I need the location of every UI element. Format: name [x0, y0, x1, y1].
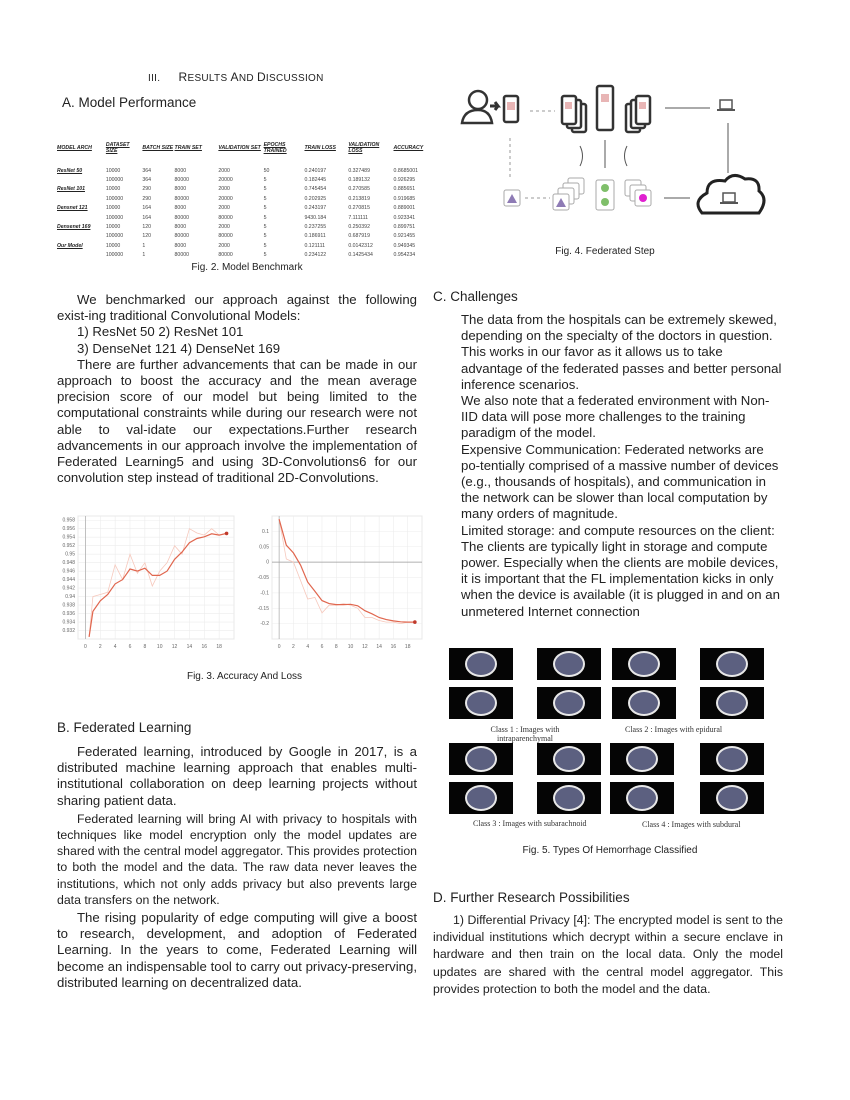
table-row: [57, 204, 437, 213]
ct-scan-image: [449, 648, 513, 680]
table-cell: 0.919685: [393, 195, 416, 202]
class-4-label: Class 4 : Images with subdural: [642, 820, 741, 829]
table-cell: 8000: [174, 186, 187, 193]
model-name-cell: [57, 175, 106, 184]
table-cell: 100000: [105, 177, 124, 184]
list-item: 3) DenseNet 121 4) DenseNet 169: [77, 340, 281, 356]
fig4-caption: Fig. 4. Federated Step: [555, 246, 655, 257]
table-cell: 0.889001: [393, 205, 416, 212]
list-item: 1) ResNet 50 2) ResNet 101: [77, 324, 244, 340]
column-header: DATASET SIZE: [105, 142, 130, 154]
model-name-cell: Densenet 169: [57, 224, 91, 231]
column-header: BATCH SIZE: [142, 145, 174, 151]
table-cell: 80000: [174, 233, 189, 240]
table-cell: 1: [142, 252, 146, 259]
table-cell: 364: [142, 177, 152, 184]
x-tick-label: 8: [334, 644, 338, 650]
ct-scan-image: [612, 687, 676, 719]
table-cell: 0.243197: [304, 205, 327, 212]
table-cell: 2000: [218, 205, 230, 212]
table-cell: 10000: [105, 224, 121, 231]
table-cell: 2000: [218, 224, 230, 231]
class-2-label: Class 2 : Images with epidural: [625, 725, 723, 734]
x-tick-label: 8: [143, 644, 147, 650]
table-cell: 80000: [174, 214, 189, 221]
y-tick-label: 0.932: [62, 628, 75, 635]
challenges-text: [461, 312, 783, 620]
table-cell: 80000: [218, 252, 233, 259]
y-tick-label: -0.15: [257, 605, 269, 612]
subsection-a-heading: A. Model Performance: [62, 95, 197, 110]
accuracy-chart: [58, 512, 240, 657]
table-cell: 290: [142, 186, 152, 193]
paragraph: Limited storage: and compute resources on the client: The clients are typically light in storage and compute power. Especially when the clients are mobile devices, it is important that the FL implementation kicks in only when the device is available (it is plugged in and on an unmetered Internet connection: [461, 522, 780, 619]
table-cell: 120: [142, 224, 152, 231]
table-row: [57, 251, 437, 260]
y-tick-label: 0.956: [62, 526, 75, 533]
table-cell: 5: [263, 186, 267, 193]
table-cell: 10000: [105, 205, 121, 212]
x-tick-label: 2: [292, 644, 295, 650]
table-cell: 100000: [105, 214, 124, 221]
y-tick-label: 0.944: [62, 577, 75, 584]
laptop-icon: [717, 100, 735, 111]
ct-scan-image: [612, 648, 676, 680]
table-cell: 5: [263, 205, 267, 212]
further-research-text: [433, 912, 783, 998]
table-cell: 5: [263, 195, 267, 202]
table-cell: 5: [263, 177, 267, 184]
table-cell: 10000: [105, 186, 121, 193]
table-cell: 5: [263, 242, 267, 249]
table-cell: 80000: [174, 195, 189, 202]
table-cell: 0.237255: [304, 224, 327, 231]
model-name-cell: Our Model: [57, 242, 83, 249]
table-cell: 5: [263, 233, 267, 240]
phone-icon: [504, 96, 518, 122]
title-part: A: [230, 70, 239, 84]
arrow-icon: [490, 102, 498, 110]
section-heading: [148, 70, 324, 84]
table-cell: 5: [263, 252, 267, 259]
table-row: [57, 232, 437, 241]
paragraph: We benchmarked our approach against the following exist-ing traditional Convolutional Models:: [57, 292, 417, 324]
table-cell: 100000: [105, 252, 124, 259]
x-tick-label: 18: [404, 644, 411, 650]
ct-scan-image: [537, 648, 601, 680]
table-cell: 8000: [174, 205, 187, 212]
paragraph: 1) Differential Privacy [4]: The encrypted model is sent to the individual institutions which decrypt within a secure enclave in hardware and then train on the local data. Only the model updates are shared with the central model aggregator. This provides protection to both the model and the data.: [433, 913, 783, 996]
column-header: MODEL ARCH: [57, 145, 92, 151]
table-cell: 8000: [174, 167, 187, 174]
table-row: [57, 194, 437, 203]
y-tick-label: 0.948: [62, 560, 75, 567]
y-tick-label: 0.936: [62, 611, 75, 618]
subsection-b-heading: B. Federated Learning: [57, 720, 192, 735]
ct-scan-image: [610, 782, 674, 814]
ct-scan-image: [537, 743, 601, 775]
model-name-cell: Densnet 121: [57, 205, 88, 212]
x-tick-label: 14: [376, 644, 382, 650]
class-1-label: Class 1 : Images with intraparenchymal: [490, 725, 560, 743]
table-cell: 0.240197: [304, 167, 327, 174]
table-cell: 2000: [218, 167, 230, 174]
x-tick-label: 10: [156, 644, 163, 650]
ct-scan-image: [610, 743, 674, 775]
paragraph: The data from the hospitals can be extremely skewed, depending on the specialty of the doctors in question. This works in our favor as it allows us to take advantage of the federated passes and better personal inference scenarios.: [461, 312, 782, 392]
x-tick-label: 14: [186, 644, 193, 650]
ct-scan-image: [449, 782, 513, 814]
model-update-icons: [504, 178, 651, 210]
y-tick-label: 0.934: [62, 619, 75, 626]
table-cell: 0.327489: [348, 167, 370, 174]
phone-group-icon: [562, 86, 650, 132]
fig5-caption: Fig. 5. Types Of Hemorrhage Classified: [522, 845, 698, 856]
title-part: R: [178, 70, 188, 84]
table-cell: 0.0142312: [348, 242, 373, 249]
ct-scan-image: [700, 782, 764, 814]
table-cell: 0.921455: [393, 233, 416, 240]
x-tick-label: 12: [362, 644, 368, 650]
table-cell: 80000: [174, 177, 189, 184]
table-cell: 80000: [218, 214, 233, 221]
y-tick-label: 0.938: [62, 602, 75, 609]
model-name-cell: [57, 251, 106, 260]
y-tick-label: 0.946: [62, 568, 75, 575]
table-cell: 0.1425434: [348, 252, 373, 259]
table-cell: 50: [263, 167, 270, 174]
table-cell: 8000: [174, 242, 187, 249]
table-cell: 0.189132: [348, 177, 370, 184]
table-cell: 0.182445: [304, 177, 327, 184]
benchmark-text: [57, 292, 417, 486]
table-cell: 80000: [218, 233, 233, 240]
paragraph: Federated learning, introduced by Google in 2017, is a distributed machine learning approach that enables multi-institutional collaboration on deep learning projects without sharing patient data.: [57, 744, 417, 808]
benchmark-table: [57, 142, 437, 260]
x-tick-label: 0: [84, 644, 87, 650]
y-tick-label: 0: [266, 559, 269, 566]
x-tick-label: 6: [128, 644, 132, 650]
model-name-cell: ResNet 50: [57, 167, 83, 174]
table-cell: 0.949345: [393, 242, 416, 249]
loss-chart: [250, 512, 428, 657]
federated-text: [57, 744, 417, 991]
y-tick-label: -0.2: [260, 621, 269, 628]
table-cell: 0.885651: [393, 186, 416, 193]
x-tick-label: 0: [277, 644, 281, 650]
table-cell: 164: [142, 214, 152, 221]
table-cell: 0.687919: [348, 233, 370, 240]
table-cell: 20000: [218, 195, 233, 202]
subsection-d-heading: D. Further Research Possibilities: [433, 890, 630, 905]
column-header: VALIDATION LOSS: [348, 142, 380, 154]
column-header: TRAIN SET: [174, 145, 202, 151]
table-cell: 0.202925: [304, 195, 327, 202]
paragraph: There are further advancements that can be made in our approach to boost the accuracy and the mean average precision score of our model but being limited to the computational constraints while during our research were not able to val-idate our expectations.Further research advancements in our approach involve the implementation of Federated Learning5 and using 3D-Convolutions6 for our convolution step instead of traditional 2D-Convolutions.: [57, 356, 417, 486]
table-header-row: [57, 142, 437, 166]
table-row: [57, 241, 437, 250]
ct-scan-image: [700, 648, 764, 680]
cloud-server-icon: [698, 175, 764, 213]
table-cell: 2000: [218, 242, 230, 249]
table-cell: 80000: [174, 252, 189, 259]
x-tick-label: 16: [390, 644, 397, 650]
table-cell: 8000: [174, 224, 187, 231]
table-cell: 9430.184: [304, 214, 327, 221]
table-cell: 20000: [218, 177, 233, 184]
ct-scan-image: [449, 743, 513, 775]
table-cell: 0.954234: [393, 252, 416, 259]
table-cell: 0.899751: [393, 224, 416, 231]
y-tick-label: 0.954: [62, 534, 75, 541]
ct-scan-image: [449, 687, 513, 719]
y-tick-label: 0.05: [259, 544, 269, 551]
hemorrhage-image-grid: [440, 645, 800, 835]
table-cell: 100000: [105, 233, 124, 240]
table-cell: 0.8685001: [393, 167, 419, 174]
table-cell: 7.111111: [348, 214, 369, 221]
table-cell: 120: [142, 233, 152, 240]
y-tick-label: 0.942: [62, 585, 75, 592]
x-tick-label: 18: [216, 644, 222, 650]
ct-scan-image: [700, 687, 764, 719]
model-name-cell: [57, 194, 106, 203]
last-point-marker: [413, 620, 417, 624]
table-cell: 0.213819: [348, 195, 370, 202]
column-header: TRAIN LOSS: [304, 145, 336, 151]
y-tick-label: -0.1: [260, 590, 269, 597]
x-tick-label: 16: [201, 644, 208, 650]
y-tick-label: -0.05: [257, 575, 269, 581]
table-cell: 10000: [105, 242, 121, 249]
table-row: [57, 222, 437, 231]
ct-scan-image: [537, 687, 601, 719]
table-row: [57, 185, 437, 194]
table-cell: 0.923341: [393, 214, 416, 221]
last-point-marker: [225, 532, 229, 536]
title-part: D: [256, 70, 266, 84]
table-cell: 10000: [105, 167, 121, 174]
user-icon: [462, 91, 492, 123]
table-cell: 290: [142, 195, 152, 202]
table-cell: 0.234122: [304, 252, 327, 259]
table-cell: 0.186911: [304, 233, 326, 240]
table-cell: 1: [142, 242, 146, 249]
fig3-caption: Fig. 3. Accuracy And Loss: [186, 671, 303, 682]
table-cell: 0.250392: [348, 224, 370, 231]
x-tick-label: 2: [98, 644, 102, 650]
title-part: ISCUSSION: [265, 73, 324, 84]
column-header: VALIDATION SET: [218, 145, 261, 151]
table-cell: 0.926295: [393, 177, 416, 184]
y-tick-label: 0.952: [62, 543, 75, 550]
x-tick-label: 4: [113, 644, 117, 650]
table-cell: 164: [142, 205, 152, 212]
table-cell: 5: [263, 224, 267, 231]
table-cell: 100000: [105, 195, 124, 202]
table-row: [57, 166, 437, 175]
title-part: ND: [238, 73, 257, 84]
y-tick-label: 0.95: [65, 551, 75, 558]
table-cell: 0.270815: [348, 205, 370, 212]
ct-scan-image: [537, 782, 601, 814]
table-cell: 0.121111: [304, 242, 325, 249]
x-tick-label: 4: [306, 644, 310, 650]
paragraph: Federated learning will bring AI with privacy to hospitals with techniques like model encryption only the model updates are shared with the central model aggregator. This provides protection to both the model and the data. The raw data never leaves the institutions, which not only adds privacy but also prevents large data transfers on the network.: [57, 811, 418, 907]
ct-scan-image: [700, 743, 764, 775]
y-tick-label: 0.94: [65, 594, 75, 601]
federated-step-diagram: [450, 78, 790, 228]
table-cell: 0.745454: [304, 186, 327, 193]
table-row: [57, 175, 437, 184]
class-3-label: Class 3 : Images with subarachnoid: [473, 819, 587, 828]
model-name-cell: [57, 213, 106, 222]
table-cell: 2000: [218, 186, 230, 193]
y-tick-label: 0.1: [262, 528, 269, 535]
x-tick-label: 12: [171, 644, 178, 650]
subsection-c-heading: C. Challenges: [433, 289, 518, 304]
title-part: ESULTS: [187, 73, 231, 84]
y-tick-label: 0.958: [62, 517, 75, 524]
x-tick-label: 6: [320, 644, 324, 650]
table-cell: 5: [263, 214, 267, 221]
fig2-caption: Fig. 2. Model Benchmark: [191, 262, 303, 273]
x-tick-label: 10: [347, 644, 354, 650]
paragraph: We also note that a federated environment with Non-IID data will pose more challenges to the training paradigm of the model.: [461, 393, 770, 441]
column-header: EPOCHS TRAINED: [263, 142, 287, 154]
model-name-cell: [57, 232, 106, 241]
table-cell: 0.270585: [348, 186, 370, 193]
column-header: ACCURACY: [393, 145, 424, 151]
table-row: [57, 213, 437, 222]
table-cell: 364: [142, 167, 152, 174]
paragraph: Expensive Communication: Federated networks are po-tentially comprised of a massive number of devices (e.g., thousands of hospitals), and communication in the network can be slower than local computation by many orders of magnitude.: [461, 441, 779, 522]
model-name-cell: ResNet 101: [57, 186, 85, 193]
paragraph: The rising popularity of edge computing will give a boost to research, development, and adoption of Federated Learning. In the years to come, Federated Learning will become an indispensable tool to carry out privacy-preserving, distributed learning on decentralized data.: [57, 910, 417, 990]
section-number: III.: [148, 73, 161, 84]
